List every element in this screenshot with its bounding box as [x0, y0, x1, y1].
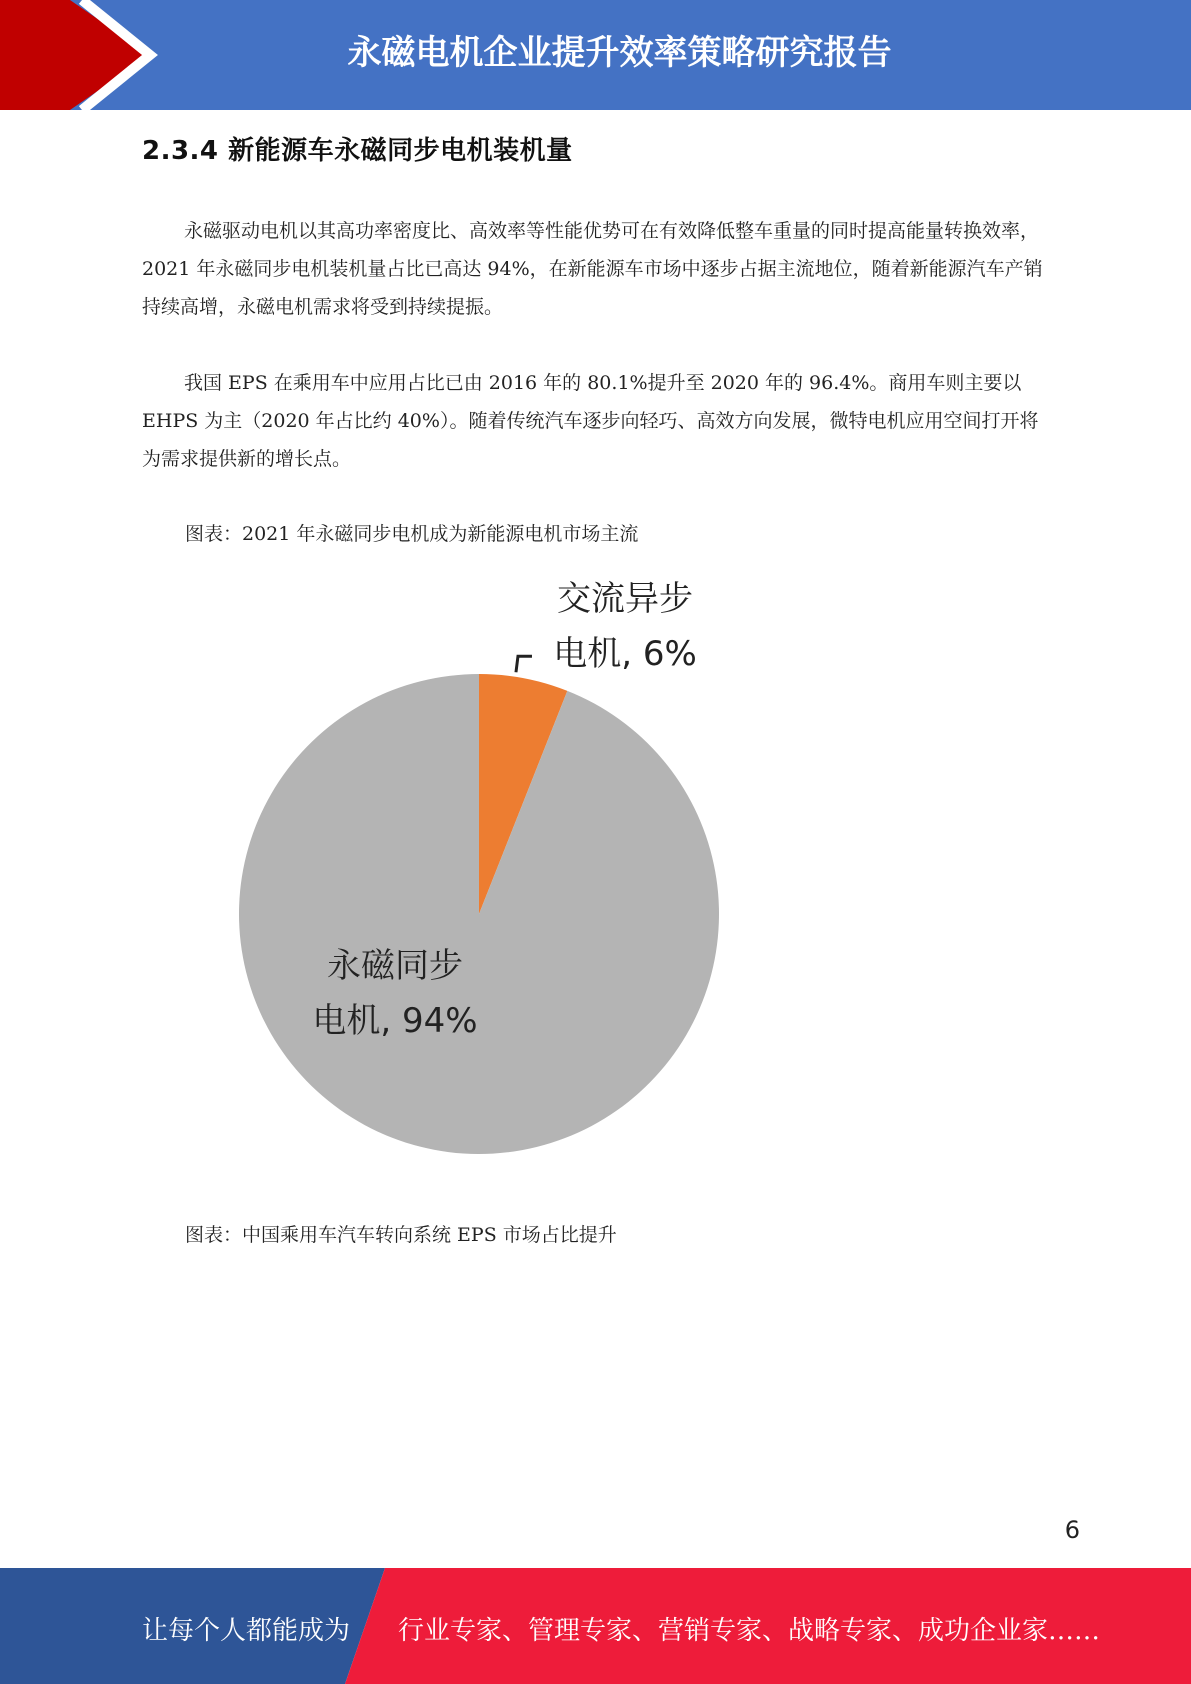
pie-slice-label: 电机, 6% [553, 634, 697, 674]
footer-slogan-left: 让每个人都能成为 [142, 1616, 351, 1646]
pie-slice-label: 交流异步 [557, 579, 693, 619]
page-number: 6 [1064, 1516, 1080, 1544]
section-heading: 2.3.4 新能源车永磁同步电机装机量 [142, 136, 573, 166]
footer-band [0, 1568, 1191, 1684]
header-band [0, 0, 1191, 110]
figure-caption-2: 图表：中国乘用车汽车转向系统 EPS 市场占比提升 [185, 1224, 617, 1246]
figure-caption-1: 图表：2021 年永磁同步电机成为新能源电机市场主流 [185, 523, 639, 545]
document-title: 永磁电机企业提升效率策略研究报告 [347, 33, 892, 73]
pie-slice-label: 永磁同步 [327, 946, 463, 986]
pie-chart [200, 560, 760, 1160]
pie-slice-label: 电机, 94% [312, 1001, 478, 1041]
footer-slogan-right: 行业专家、管理专家、营销专家、战略专家、成功企业家…… [398, 1616, 1101, 1646]
paragraph-1: 永磁驱动电机以其高功率密度比、高效率等性能优势可在有效降低整车重量的同时提高能量转换效率，2021 年永磁同步电机装机量占比已高达 94%，在新能源车市场中逐步占据主流地位，随着新能源汽车产销持续高增，永磁电机需求将受到持续提振。 [142, 220, 1043, 318]
paragraph-2: 我国 EPS 在乘用车中应用占比已由 2016 年的 80.1%提升至 2020 年的 96.4%。商用车则主要以 EHPS 为主（2020 年占比约 40%）。随着传统汽车逐步向轻巧、高效方向发展，微特电机应用空间打开将为需求提供新的增长点。 [142, 372, 1039, 470]
leader-line [516, 656, 532, 672]
